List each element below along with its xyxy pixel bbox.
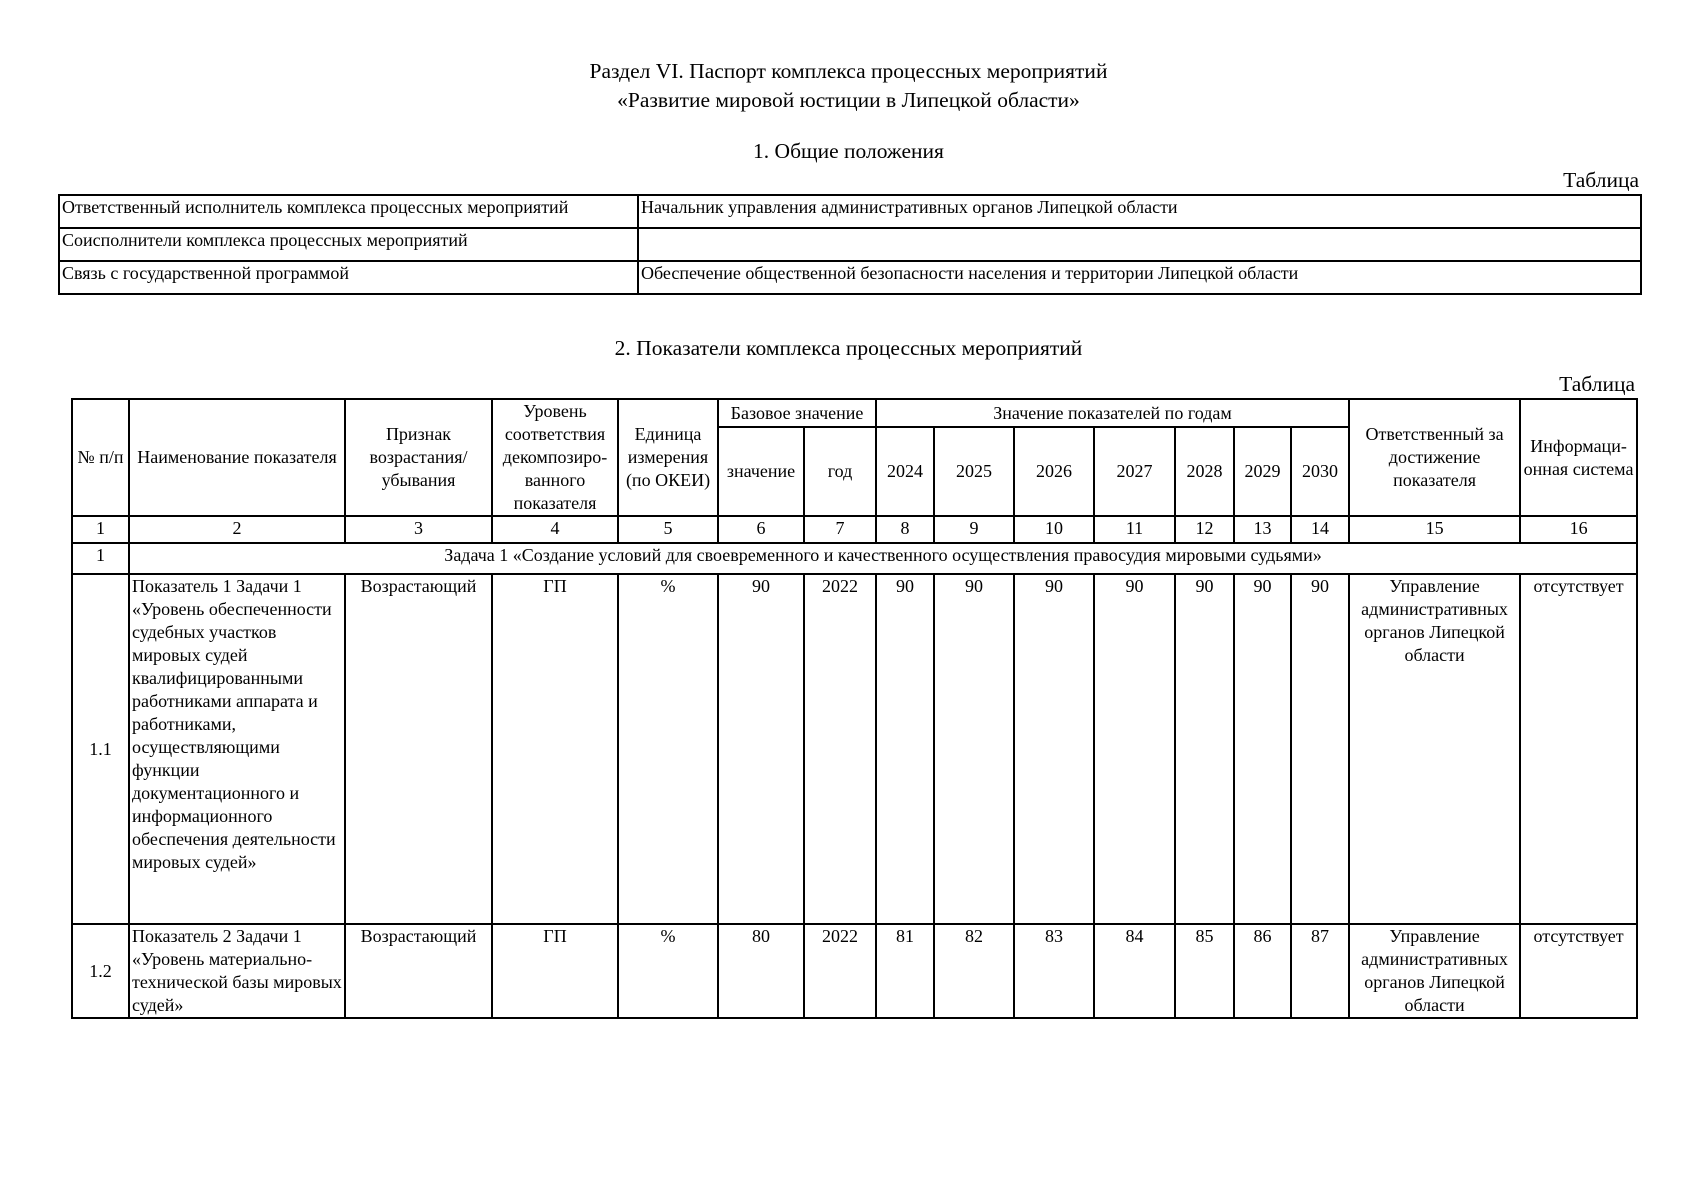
column-number: 12 <box>1175 516 1234 543</box>
indicator-year-value: 84 <box>1094 924 1175 1018</box>
indicator-level: ГП <box>492 924 618 1018</box>
indicator-num: 1.2 <box>72 924 129 1018</box>
column-number: 10 <box>1014 516 1094 543</box>
column-number: 7 <box>804 516 876 543</box>
indicator-year-value: 85 <box>1175 924 1234 1018</box>
general-info-value: Начальник управления административных органов Липецкой области <box>638 195 1641 228</box>
indicator-year-value: 90 <box>876 574 934 924</box>
indicator-unit: % <box>618 574 718 924</box>
indicator-row <box>72 924 1637 1018</box>
header-responsible: Ответственный за достижение показателя <box>1349 399 1520 516</box>
header-unit: Единица измерения (по ОКЕИ) <box>618 399 718 516</box>
indicator-trend: Возрастающий <box>345 924 492 1018</box>
indicator-year-value: 82 <box>934 924 1014 1018</box>
general-info-label: Ответственный исполнитель комплекса процессных мероприятий <box>59 195 638 228</box>
general-info-table <box>58 194 1642 295</box>
header-base: Базовое значение <box>718 399 876 427</box>
indicator-year-value: 90 <box>1291 574 1349 924</box>
indicator-info-system: отсутствует <box>1520 574 1637 924</box>
section1-table-label: Таблица <box>1563 168 1639 192</box>
general-info-row <box>59 195 1641 228</box>
indicator-responsible: Управление административных органов Липецкой области <box>1349 924 1520 1018</box>
indicator-base-value: 80 <box>718 924 804 1018</box>
indicator-base-year: 2022 <box>804 924 876 1018</box>
document-title-line2: «Развитие мировой юстиции в Липецкой области» <box>617 88 1080 112</box>
indicator-year-value: 83 <box>1014 924 1094 1018</box>
indicators-table <box>71 398 1638 1019</box>
column-number: 3 <box>345 516 492 543</box>
indicator-unit: % <box>618 924 718 1018</box>
indicator-year-value: 90 <box>1014 574 1094 924</box>
header-level: Уровень соответствия декомпозиро-ванного показателя <box>492 399 618 516</box>
column-number: 8 <box>876 516 934 543</box>
task-row <box>72 543 1637 574</box>
indicator-base-year: 2022 <box>804 574 876 924</box>
indicator-year-value: 87 <box>1291 924 1349 1018</box>
indicator-level: ГП <box>492 574 618 924</box>
header-info-system: Информаци-онная система <box>1520 399 1637 516</box>
indicator-year-value: 81 <box>876 924 934 1018</box>
column-number: 16 <box>1520 516 1637 543</box>
indicator-name: Показатель 1 Задачи 1 «Уровень обеспеченности судебных участков мировых судей квалифицированными работниками аппарата и работниками, осуществляющими функции документационного и информационного обеспечения деятельности мировых судей» <box>129 574 345 924</box>
header-year: 2028 <box>1175 427 1234 516</box>
indicator-year-value: 90 <box>1094 574 1175 924</box>
general-info-label: Связь с государственной программой <box>59 261 638 294</box>
header-trend: Признак возрастания/ убывания <box>345 399 492 516</box>
header-year: 2029 <box>1234 427 1291 516</box>
section1-heading: 1. Общие положения <box>753 139 944 163</box>
document-title-line1: Раздел VI. Паспорт комплекса процессных мероприятий <box>589 59 1108 83</box>
indicator-year-value: 86 <box>1234 924 1291 1018</box>
column-number: 15 <box>1349 516 1520 543</box>
header-years-group: Значение показателей по годам <box>876 399 1349 427</box>
indicator-trend: Возрастающий <box>345 574 492 924</box>
header-year: 2030 <box>1291 427 1349 516</box>
indicator-info-system: отсутствует <box>1520 924 1637 1018</box>
header-year: 2025 <box>934 427 1014 516</box>
column-number: 9 <box>934 516 1014 543</box>
general-info-value: Обеспечение общественной безопасности населения и территории Липецкой области <box>638 261 1641 294</box>
task-num: 1 <box>72 543 129 574</box>
section2-table-label: Таблица <box>1559 372 1635 396</box>
indicator-num: 1.1 <box>72 574 129 924</box>
column-number: 4 <box>492 516 618 543</box>
header-base-value: значение <box>718 427 804 516</box>
indicator-year-value: 90 <box>1234 574 1291 924</box>
column-numbers-row <box>72 516 1637 543</box>
indicator-row <box>72 574 1637 924</box>
indicator-year-value: 90 <box>1175 574 1234 924</box>
header-base-year: год <box>804 427 876 516</box>
general-info-row <box>59 228 1641 261</box>
header-row <box>72 399 1637 427</box>
header-name: Наименование показателя <box>129 399 345 516</box>
indicator-name: Показатель 2 Задачи 1 «Уровень материально-технической базы мировых судей» <box>129 924 345 1018</box>
header-year: 2024 <box>876 427 934 516</box>
header-year: 2026 <box>1014 427 1094 516</box>
column-number: 1 <box>72 516 129 543</box>
indicator-base-value: 90 <box>718 574 804 924</box>
header-year: 2027 <box>1094 427 1175 516</box>
column-number: 14 <box>1291 516 1349 543</box>
section2-heading: 2. Показатели комплекса процессных мероприятий <box>614 336 1083 360</box>
general-info-label: Соисполнители комплекса процессных мероприятий <box>59 228 638 261</box>
task-text: Задача 1 «Создание условий для своевременного и качественного осуществления правосудия мировыми судьями» <box>129 543 1637 574</box>
column-number: 6 <box>718 516 804 543</box>
general-info-value <box>638 228 1641 261</box>
general-info-row <box>59 261 1641 294</box>
column-number: 2 <box>129 516 345 543</box>
column-number: 5 <box>618 516 718 543</box>
column-number: 13 <box>1234 516 1291 543</box>
column-number: 11 <box>1094 516 1175 543</box>
header-num: № п/п <box>72 399 129 516</box>
indicator-responsible: Управление административных органов Липецкой области <box>1349 574 1520 924</box>
indicator-year-value: 90 <box>934 574 1014 924</box>
